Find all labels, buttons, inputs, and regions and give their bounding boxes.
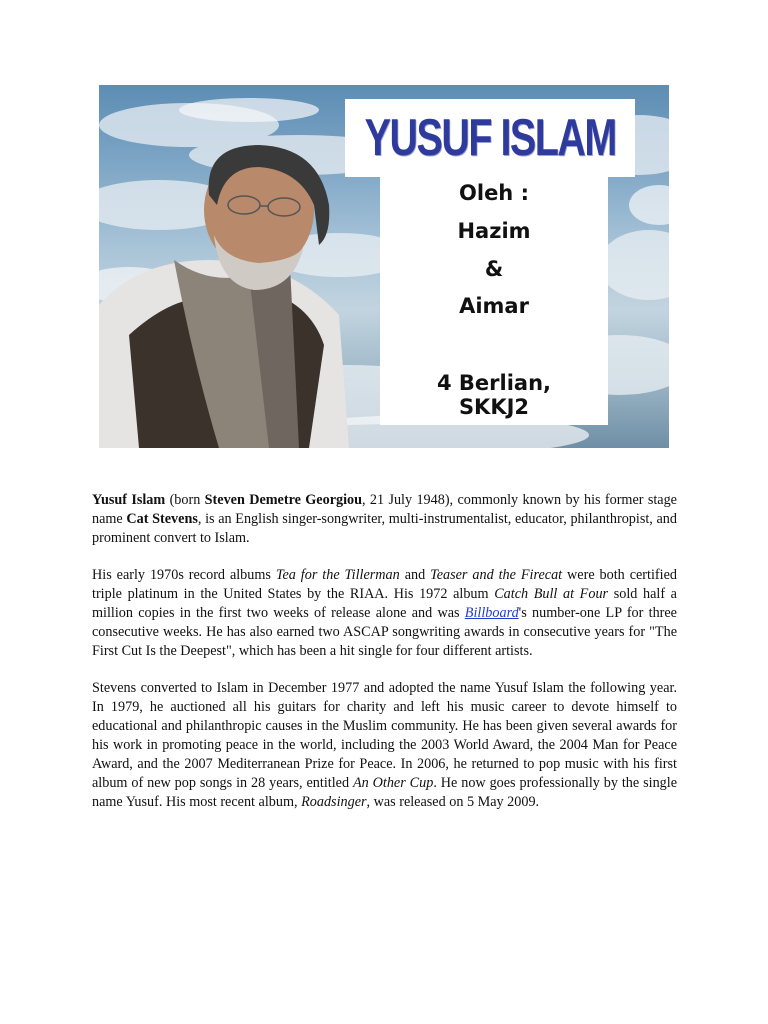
credit-line-hazim: Hazim xyxy=(457,219,531,243)
paragraph-intro: Yusuf Islam (born Steven Demetre Georgiou, 21 July 1948), commonly known by his former stage name Cat Stevens, is an English singer-songwriter, multi-instrumentalist, educator, philanthropist, and prominent convert to Islam. xyxy=(92,492,677,546)
birth-name-bold: Steven Demetre Georgiou xyxy=(204,492,363,508)
credit-line-aimar: Aimar xyxy=(459,294,529,318)
billboard-link[interactable]: Billboard xyxy=(464,605,519,621)
paragraph-conversion: Stevens converted to Islam in December 1977 and adopted the name Yusuf Islam the following year. In 1979, he auctioned all his guitars for charity and left his music career to devote himself to educational and philanthropic causes in the Muslim community. He has been given several awards for his work in promoting peace in the world, including the 2003 World Award, the 2004 Man for Peace Award, and the 2007 Mediterranean Prize for Peace. In 2006, he returned to pop music with his first album of new pop songs in 28 years, entitled An Other Cup. He now goes professionally by the single name Yusuf. His most recent album, Roadsinger, was released on 5 May 2009. xyxy=(92,680,677,810)
credits-box xyxy=(380,177,608,425)
name-bold: Yusuf Islam xyxy=(92,492,166,508)
banner-title: YUSUF ISLAM xyxy=(364,109,616,167)
credit-line-class: 4 Berlian, xyxy=(436,371,552,395)
album-title: Tea for the Tillerman xyxy=(275,567,400,583)
cover-banner xyxy=(99,85,669,448)
album-title: Catch Bull at Four xyxy=(494,586,609,602)
title-box xyxy=(345,99,635,177)
album-title: Roadsinger xyxy=(301,794,367,810)
credit-line-ampersand: & xyxy=(484,257,504,281)
article-body xyxy=(92,491,677,830)
credit-line-group: SKKJ2 xyxy=(458,395,530,419)
credit-line-oleh: Oleh : xyxy=(459,181,529,205)
paragraph-career: His early 1970s record albums Tea for the Tillerman and Teaser and the Firecat were both certified triple platinum in the United States by the RIAA. His 1972 album Catch Bull at Four sold half a million copies in the first two weeks of release alone and was Billboard's number-one LP for three consecutive weeks. He has also earned two ASCAP songwriting awards in consecutive years for "The First Cut Is the Deepest", which has been a hit single for four different artists. xyxy=(92,567,677,659)
album-title: Teaser and the Firecat xyxy=(430,567,563,583)
stage-name-bold: Cat Stevens xyxy=(126,511,198,527)
album-title: An Other Cup xyxy=(352,775,434,791)
